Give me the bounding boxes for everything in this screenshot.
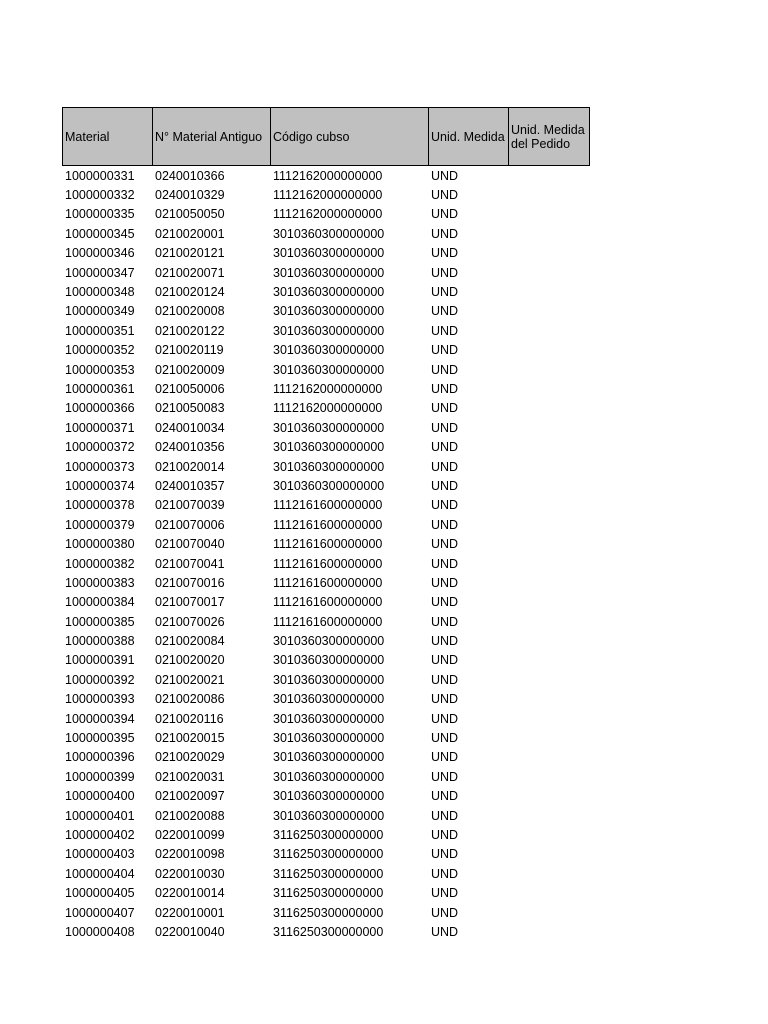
cell-cubso-code[interactable]: 3010360300000000 (273, 672, 385, 687)
cell-unit-of-measure[interactable]: UND (431, 285, 459, 300)
cell-cubso-code[interactable]: 1112162000000000 (273, 207, 383, 222)
cell-unit-of-measure[interactable]: UND (431, 924, 459, 939)
table-row[interactable] (62, 767, 590, 786)
cell-cubso-code[interactable]: 3010360300000000 (273, 634, 385, 649)
cell-material[interactable]: 1000000351 (65, 323, 135, 338)
table-row[interactable] (62, 515, 590, 534)
cell-old-material-number[interactable]: 0210070041 (155, 556, 225, 571)
cell-old-material-number[interactable]: 0220010099 (155, 827, 225, 842)
cell-unit-of-measure[interactable]: UND (431, 304, 459, 319)
cell-unit-of-measure[interactable]: UND (431, 575, 459, 590)
cell-cubso-code[interactable]: 3116250300000000 (273, 886, 384, 901)
table-row[interactable] (62, 457, 590, 476)
cell-material[interactable]: 1000000404 (65, 866, 135, 881)
cell-unit-of-measure[interactable]: UND (431, 517, 459, 532)
cell-unit-of-measure[interactable]: UND (431, 808, 459, 823)
cell-material[interactable]: 1000000405 (65, 886, 135, 901)
cell-old-material-number[interactable]: 0210020097 (155, 789, 225, 804)
table-row[interactable] (62, 903, 590, 922)
table-row[interactable] (62, 573, 590, 592)
cell-material[interactable]: 1000000361 (65, 381, 135, 396)
cell-old-material-number[interactable]: 0210070026 (155, 614, 225, 629)
cell-unit-of-measure[interactable]: UND (431, 207, 459, 222)
cell-cubso-code[interactable]: 3010360300000000 (273, 731, 385, 746)
cell-unit-of-measure[interactable]: UND (431, 556, 459, 571)
cell-cubso-code[interactable]: 3010360300000000 (273, 420, 385, 435)
table-row[interactable] (62, 224, 590, 243)
table-row[interactable] (62, 825, 590, 844)
cell-old-material-number[interactable]: 0210020119 (155, 343, 224, 358)
cell-old-material-number[interactable]: 0210070017 (155, 595, 225, 610)
cell-cubso-code[interactable]: 3010360300000000 (273, 323, 385, 338)
table-row[interactable] (62, 554, 590, 573)
cell-cubso-code[interactable]: 3010360300000000 (273, 343, 385, 358)
table-row[interactable] (62, 437, 590, 456)
cell-unit-of-measure[interactable]: UND (431, 537, 459, 552)
cell-material[interactable]: 1000000399 (65, 769, 135, 784)
table-row[interactable] (62, 185, 590, 204)
cell-material[interactable]: 1000000345 (65, 226, 135, 241)
cell-unit-of-measure[interactable]: UND (431, 246, 459, 261)
cell-old-material-number[interactable]: 0210070040 (155, 537, 225, 552)
cell-material[interactable]: 1000000408 (65, 924, 135, 939)
cell-cubso-code[interactable]: 3010360300000000 (273, 769, 385, 784)
table-row[interactable] (62, 302, 590, 321)
cell-cubso-code[interactable]: 1112161600000000 (273, 498, 383, 513)
cell-unit-of-measure[interactable]: UND (431, 381, 459, 396)
cell-unit-of-measure[interactable]: UND (431, 459, 459, 474)
cell-cubso-code[interactable]: 3010360300000000 (273, 478, 385, 493)
cell-unit-of-measure[interactable]: UND (431, 827, 459, 842)
column-header-old-material-number[interactable]: N° Material Antiguo (153, 108, 271, 165)
table-row[interactable] (62, 263, 590, 282)
cell-material[interactable]: 1000000388 (65, 634, 135, 649)
cell-cubso-code[interactable]: 1112162000000000 (273, 381, 383, 396)
cell-old-material-number[interactable]: 0220010030 (155, 866, 225, 881)
cell-cubso-code[interactable]: 1112161600000000 (273, 556, 383, 571)
cell-material[interactable]: 1000000395 (65, 731, 135, 746)
table-row[interactable] (62, 864, 590, 883)
cell-cubso-code[interactable]: 3116250300000000 (273, 924, 384, 939)
cell-cubso-code[interactable]: 3010360300000000 (273, 304, 385, 319)
cell-unit-of-measure[interactable]: UND (431, 614, 459, 629)
cell-material[interactable]: 1000000394 (65, 711, 135, 726)
cell-cubso-code[interactable]: 3010360300000000 (273, 789, 385, 804)
cell-material[interactable]: 1000000372 (65, 440, 135, 455)
cell-cubso-code[interactable]: 3010360300000000 (273, 265, 385, 280)
cell-old-material-number[interactable]: 0210070006 (155, 517, 225, 532)
table-row[interactable] (62, 728, 590, 747)
column-header-material[interactable]: Material (63, 108, 153, 165)
cell-cubso-code[interactable]: 3010360300000000 (273, 750, 385, 765)
table-row[interactable] (62, 883, 590, 902)
cell-unit-of-measure[interactable]: UND (431, 188, 459, 203)
cell-unit-of-measure[interactable]: UND (431, 498, 459, 513)
table-row[interactable] (62, 166, 590, 185)
cell-material[interactable]: 1000000371 (65, 420, 135, 435)
table-body (62, 166, 590, 942)
cell-material[interactable]: 1000000335 (65, 207, 135, 222)
cell-unit-of-measure[interactable]: UND (431, 265, 459, 280)
cell-material[interactable]: 1000000407 (65, 905, 135, 920)
table-row[interactable] (62, 787, 590, 806)
cell-cubso-code[interactable]: 3010360300000000 (273, 459, 385, 474)
cell-material[interactable]: 1000000402 (65, 827, 135, 842)
cell-old-material-number[interactable]: 0240010356 (155, 440, 225, 455)
cell-cubso-code[interactable]: 3116250300000000 (273, 866, 384, 881)
cell-material[interactable]: 1000000391 (65, 653, 135, 668)
cell-old-material-number[interactable]: 0210020122 (155, 323, 225, 338)
cell-unit-of-measure[interactable]: UND (431, 595, 459, 610)
cell-cubso-code[interactable]: 3010360300000000 (273, 440, 385, 455)
table-row[interactable] (62, 922, 590, 941)
table-row[interactable] (62, 612, 590, 631)
cell-old-material-number[interactable]: 0210020020 (155, 653, 225, 668)
cell-old-material-number[interactable]: 0210070016 (155, 575, 225, 590)
cell-unit-of-measure[interactable]: UND (431, 731, 459, 746)
cell-material[interactable]: 1000000373 (65, 459, 135, 474)
cell-unit-of-measure[interactable]: UND (431, 653, 459, 668)
cell-unit-of-measure[interactable]: UND (431, 440, 459, 455)
spreadsheet-table (62, 107, 590, 942)
cell-unit-of-measure[interactable]: UND (431, 634, 459, 649)
cell-old-material-number[interactable]: 0210020084 (155, 634, 225, 649)
cell-material[interactable]: 1000000383 (65, 575, 135, 590)
table-row[interactable] (62, 631, 590, 650)
table-row[interactable] (62, 709, 590, 728)
cell-material[interactable]: 1000000348 (65, 285, 135, 300)
cell-old-material-number[interactable]: 0210020071 (155, 265, 225, 280)
table-row[interactable] (62, 845, 590, 864)
cell-old-material-number[interactable]: 0240010366 (155, 168, 225, 183)
cell-material[interactable]: 1000000378 (65, 498, 135, 513)
cell-old-material-number[interactable]: 0210020015 (155, 731, 225, 746)
cell-old-material-number[interactable]: 0210070039 (155, 498, 225, 513)
cell-old-material-number[interactable]: 0220010098 (155, 847, 225, 862)
cell-old-material-number[interactable]: 0210020031 (155, 769, 225, 784)
cell-old-material-number[interactable]: 0220010040 (155, 924, 225, 939)
cell-material[interactable]: 1000000392 (65, 672, 135, 687)
column-header-order-unit[interactable]: Unid. Medida del Pedido (511, 122, 585, 151)
cell-cubso-code[interactable]: 3010360300000000 (273, 226, 385, 241)
table-row[interactable] (62, 321, 590, 340)
table-row[interactable] (62, 341, 590, 360)
cell-unit-of-measure[interactable]: UND (431, 886, 459, 901)
cell-old-material-number[interactable]: 0210020116 (155, 711, 224, 726)
table-row[interactable] (62, 534, 590, 553)
table-row[interactable] (62, 651, 590, 670)
cell-material[interactable]: 1000000385 (65, 614, 135, 629)
cell-material[interactable]: 1000000374 (65, 478, 135, 493)
cell-unit-of-measure[interactable]: UND (431, 478, 459, 493)
cell-material[interactable]: 1000000366 (65, 401, 135, 416)
cell-cubso-code[interactable]: 3010360300000000 (273, 808, 385, 823)
cell-cubso-code[interactable]: 3010360300000000 (273, 692, 385, 707)
cell-unit-of-measure[interactable]: UND (431, 362, 459, 377)
column-header-cubso-code[interactable]: Código cubso (271, 108, 429, 165)
cell-old-material-number[interactable]: 0210020029 (155, 750, 225, 765)
cell-cubso-code[interactable]: 1112161600000000 (273, 575, 383, 590)
cell-material[interactable]: 1000000332 (65, 188, 135, 203)
cell-old-material-number[interactable]: 0210020121 (155, 246, 225, 261)
cell-cubso-code[interactable]: 3116250300000000 (273, 905, 384, 920)
cell-cubso-code[interactable]: 3010360300000000 (273, 285, 385, 300)
cell-cubso-code[interactable]: 3010360300000000 (273, 653, 385, 668)
cell-material[interactable]: 1000000347 (65, 265, 135, 280)
cell-unit-of-measure[interactable]: UND (431, 905, 459, 920)
cell-unit-of-measure[interactable]: UND (431, 323, 459, 338)
cell-unit-of-measure[interactable]: UND (431, 672, 459, 687)
cell-old-material-number[interactable]: 0210050006 (155, 381, 225, 396)
cell-unit-of-measure[interactable]: UND (431, 692, 459, 707)
column-header-unit-of-measure[interactable]: Unid. Medida (429, 108, 509, 165)
cell-material[interactable]: 1000000346 (65, 246, 135, 261)
cell-unit-of-measure[interactable]: UND (431, 769, 459, 784)
cell-old-material-number[interactable]: 0240010329 (155, 188, 225, 203)
cell-old-material-number[interactable]: 0240010357 (155, 478, 225, 493)
cell-cubso-code[interactable]: 1112162000000000 (273, 401, 383, 416)
cell-cubso-code[interactable]: 3010360300000000 (273, 246, 385, 261)
table-row[interactable] (62, 806, 590, 825)
cell-unit-of-measure[interactable]: UND (431, 401, 459, 416)
cell-material[interactable]: 1000000349 (65, 304, 135, 319)
cell-cubso-code[interactable]: 1112161600000000 (273, 595, 383, 610)
cell-old-material-number[interactable]: 0210020088 (155, 808, 225, 823)
cell-material[interactable]: 1000000382 (65, 556, 135, 571)
cell-cubso-code[interactable]: 1112161600000000 (273, 517, 383, 532)
cell-material[interactable]: 1000000353 (65, 362, 135, 377)
cell-cubso-code[interactable]: 1112161600000000 (273, 537, 383, 552)
cell-material[interactable]: 1000000379 (65, 517, 135, 532)
table-header-row (62, 107, 590, 166)
cell-cubso-code[interactable]: 3116250300000000 (273, 827, 384, 842)
cell-old-material-number[interactable]: 0210020124 (155, 285, 225, 300)
table-row[interactable] (62, 360, 590, 379)
table-row[interactable] (62, 748, 590, 767)
cell-unit-of-measure[interactable]: UND (431, 226, 459, 241)
table-row[interactable] (62, 379, 590, 398)
cell-old-material-number[interactable]: 0220010014 (155, 886, 225, 901)
cell-old-material-number[interactable]: 0210020001 (155, 226, 225, 241)
cell-old-material-number[interactable]: 0210050083 (155, 401, 225, 416)
cell-material[interactable]: 1000000393 (65, 692, 135, 707)
cell-material[interactable]: 1000000352 (65, 343, 135, 358)
cell-cubso-code[interactable]: 1112161600000000 (273, 614, 383, 629)
table-row[interactable] (62, 244, 590, 263)
table-row[interactable] (62, 496, 590, 515)
cell-material[interactable]: 1000000403 (65, 847, 135, 862)
table-row[interactable] (62, 399, 590, 418)
table-row[interactable] (62, 205, 590, 224)
cell-material[interactable]: 1000000400 (65, 789, 135, 804)
table-row[interactable] (62, 593, 590, 612)
cell-old-material-number[interactable]: 0210020009 (155, 362, 225, 377)
cell-material[interactable]: 1000000380 (65, 537, 135, 552)
cell-old-material-number[interactable]: 0210020014 (155, 459, 225, 474)
cell-old-material-number[interactable]: 0210050050 (155, 207, 225, 222)
table-row[interactable] (62, 670, 590, 689)
cell-unit-of-measure[interactable]: UND (431, 750, 459, 765)
cell-old-material-number[interactable]: 0210020086 (155, 692, 225, 707)
cell-unit-of-measure[interactable]: UND (431, 711, 459, 726)
table-row[interactable] (62, 476, 590, 495)
cell-cubso-code[interactable]: 3010360300000000 (273, 362, 385, 377)
cell-material[interactable]: 1000000331 (65, 168, 135, 183)
table-row[interactable] (62, 418, 590, 437)
table-row[interactable] (62, 690, 590, 709)
cell-old-material-number[interactable]: 0210020008 (155, 304, 225, 319)
cell-unit-of-measure[interactable]: UND (431, 847, 459, 862)
cell-unit-of-measure[interactable]: UND (431, 168, 459, 183)
cell-old-material-number[interactable]: 0240010034 (155, 420, 225, 435)
cell-old-material-number[interactable]: 0210020021 (155, 672, 225, 687)
table-row[interactable] (62, 282, 590, 301)
cell-material[interactable]: 1000000396 (65, 750, 135, 765)
cell-cubso-code[interactable]: 1112162000000000 (273, 168, 383, 183)
cell-material[interactable]: 1000000384 (65, 595, 135, 610)
cell-old-material-number[interactable]: 0220010001 (155, 905, 225, 920)
cell-material[interactable]: 1000000401 (65, 808, 135, 823)
cell-unit-of-measure[interactable]: UND (431, 866, 459, 881)
cell-cubso-code[interactable]: 3010360300000000 (273, 711, 385, 726)
cell-cubso-code[interactable]: 1112162000000000 (273, 188, 383, 203)
cell-unit-of-measure[interactable]: UND (431, 343, 459, 358)
cell-unit-of-measure[interactable]: UND (431, 789, 459, 804)
cell-unit-of-measure[interactable]: UND (431, 420, 459, 435)
cell-cubso-code[interactable]: 3116250300000000 (273, 847, 384, 862)
